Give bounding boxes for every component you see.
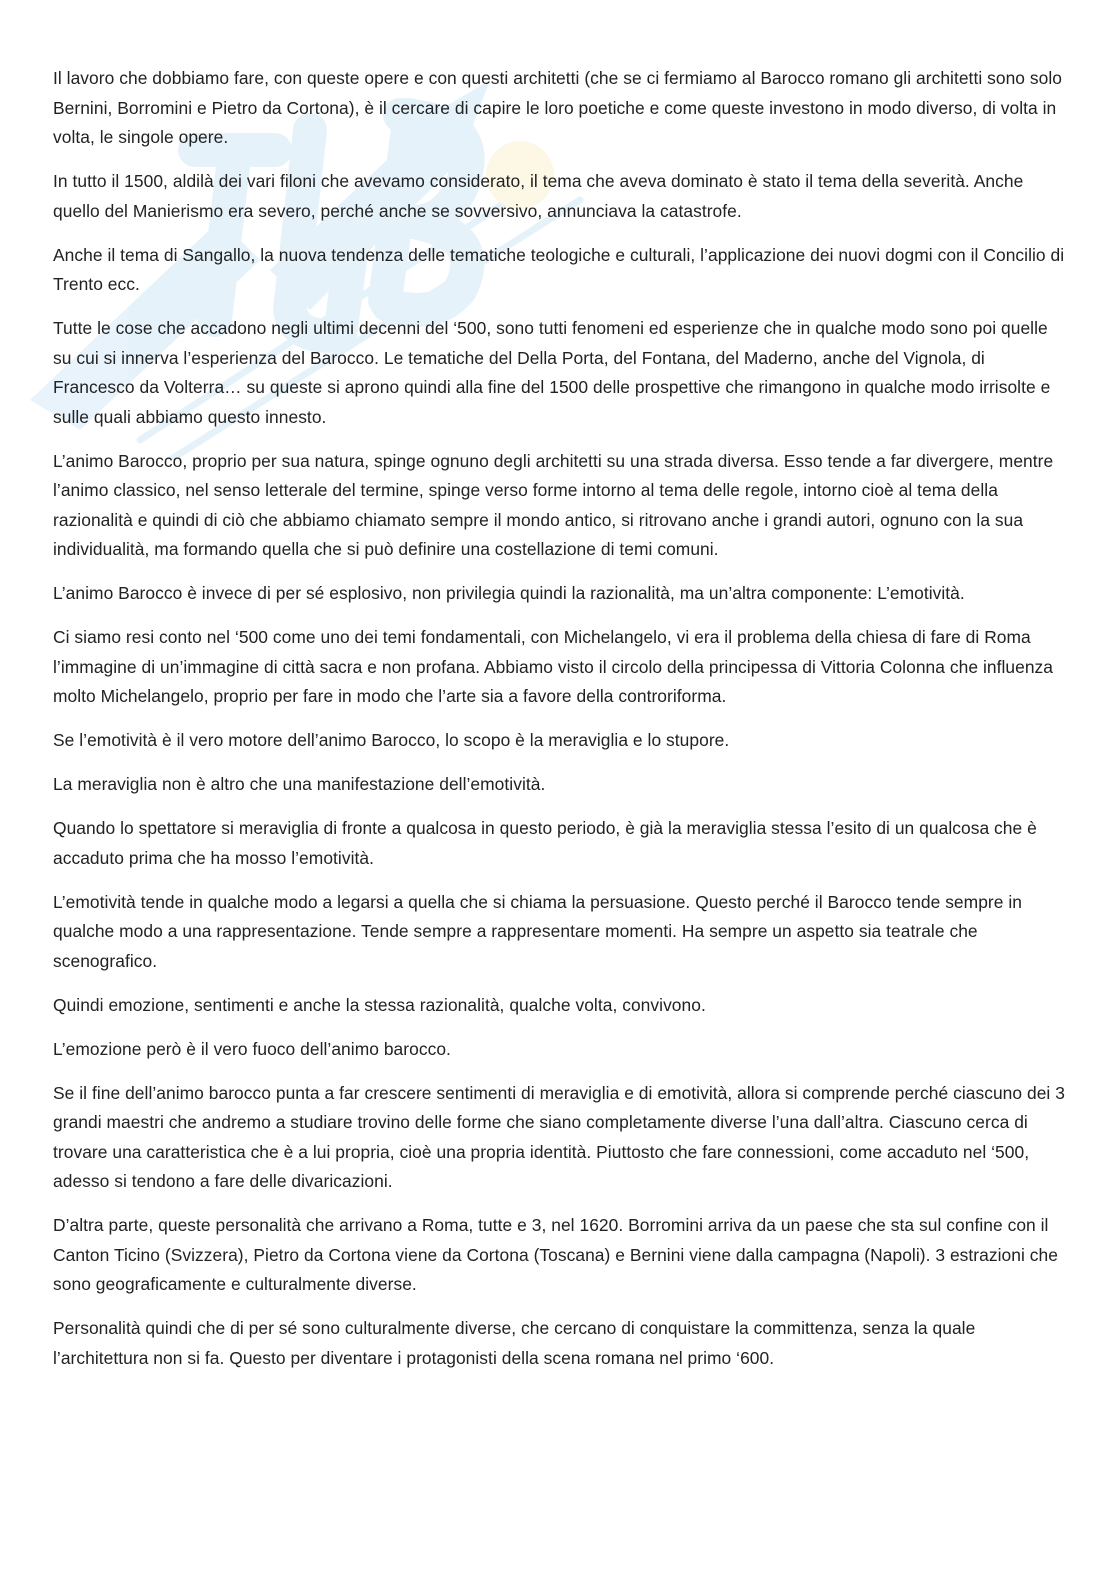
paragraph-16: Personalità quindi che di per sé sono culturalmente diverse, che cercano di conquistare la committenza, senza la quale l’architettura non si fa. Questo per diventare i protagonisti della scena romana nel primo ‘600.	[53, 1318, 976, 1368]
paragraph-9: La meraviglia non è altro che una manifestazione dell’emotività.	[53, 774, 546, 794]
paragraph-10: Quando lo spettatore si meraviglia di fronte a qualcosa in questo periodo, è già la meraviglia stessa l’esito di un qualcosa che è accaduto prima che ha mosso l’emotività.	[53, 818, 1037, 868]
paragraph-11: L’emotività tende in qualche modo a legarsi a quella che si chiama la persuasione. Questo perché il Barocco tende sempre in qualche modo a una rappresentazione. Tende sempre a rappresentare momenti. Ha sempre un aspetto sia teatrale che scenografico.	[53, 891, 1022, 971]
paragraph-7: Ci siamo resi conto nel ‘500 come uno dei temi fondamentali, con Michelangelo, vi era il problema della chiesa di fare di Roma l’immagine di un’immagine di città sacra e non profana. Abbiamo visto il circolo della principessa di Vittoria Colonna che influenza molto Michelangelo, proprio per fare in modo che l’arte sia a favore della controriforma.	[53, 627, 1054, 706]
paragraph-13: L’emozione però è il vero fuoco dell’animo barocco.	[53, 1038, 451, 1059]
paragraph-14: Se il fine dell’animo barocco punta a far crescere sentimenti di meraviglia e di emotività, allora si comprende perché ciascuno dei 3 grandi maestri che andremo a studiare trovino delle forme che siano completamente diverse l’una dall’altra. Ciascuno cerca di trovare una caratteristica che è a lui propria, cioè una propria identità. Piuttosto che fare connessioni, come accaduto nel ‘500, adesso si tendono a fare delle divaricazioni.	[53, 1082, 1065, 1191]
paragraph-12: Quindi emozione, sentimenti e anche la stessa razionalità, qualche volta, convivono.	[53, 994, 706, 1015]
paragraph-15: D’altra parte, queste personalità che arrivano a Roma, tutte e 3, nel 1620. Borromini arriva da un paese che sta sul confine con il Canton Ticino (Svizzera), Pietro da Cortona viene da Cortona (Toscana) e Bernini viene dalla campagna (Napoli). 3 estrazioni che sono geograficamente e culturalmente diverse.	[53, 1215, 1058, 1294]
paragraph-8: Se l’emotività è il vero motore dell’animo Barocco, lo scopo è la meraviglia e lo stupore.	[53, 730, 730, 750]
paragraph-5: L’animo Barocco, proprio per sua natura, spinge ognuno degli architetti su una strada diversa. Esso tende a far divergere, mentre l’animo classico, nel senso letterale del termine, spinge verso forme intorno al tema delle regole, intorno cioè al tema della razionalità e quindi di ciò che abbiamo chiamato sempre il mondo antico, si ritrovano anche i grandi autori, ognuno con la sua individualità, ma formando quella che si può definire una costellazione di temi comuni.	[53, 450, 1054, 559]
document-body	[53, 64, 1065, 1388]
paragraph-2: In tutto il 1500, aldilà dei vari filoni che avevamo considerato, il tema che aveva dominato è stato il tema della severità. Anche quello del Manierismo era severo, perché anche se sovversivo, annunciava la catastrofe.	[53, 171, 1024, 221]
paragraph-1: Il lavoro che dobbiamo fare, con queste opere e con questi architetti (che se ci fermiamo al Barocco romano gli architetti sono solo Bernini, Borromini e Pietro da Cortona), è il cercare di capire le loro poetiche e come queste investono in modo diverso, di volta in volta, le singole opere.	[53, 68, 1063, 147]
paragraph-6: L’animo Barocco è invece di per sé esplosivo, non privilegia quindi la razionalità, ma un’altra componente: L’emotività.	[53, 583, 965, 603]
paragraph-3: Anche il tema di Sangallo, la nuova tendenza delle tematiche teologiche e culturali, l’applicazione dei nuovi dogmi con il Concilio di Trento ecc.	[53, 244, 1065, 294]
paragraph-4: Tutte le cose che accadono negli ultimi decenni del ‘500, sono tutti fenomeni ed esperienze che in qualche modo sono poi quelle su cui si innerva l’esperienza del Barocco. Le tematiche del Della Porta, del Fontana, del Maderno, anche del Vignola, di Francesco da Volterra… su queste si aprono quindi alla fine del 1500 delle prospettive che rimangono in qualche modo irrisolte e sulle quali abbiamo questo innesto.	[53, 318, 1051, 427]
